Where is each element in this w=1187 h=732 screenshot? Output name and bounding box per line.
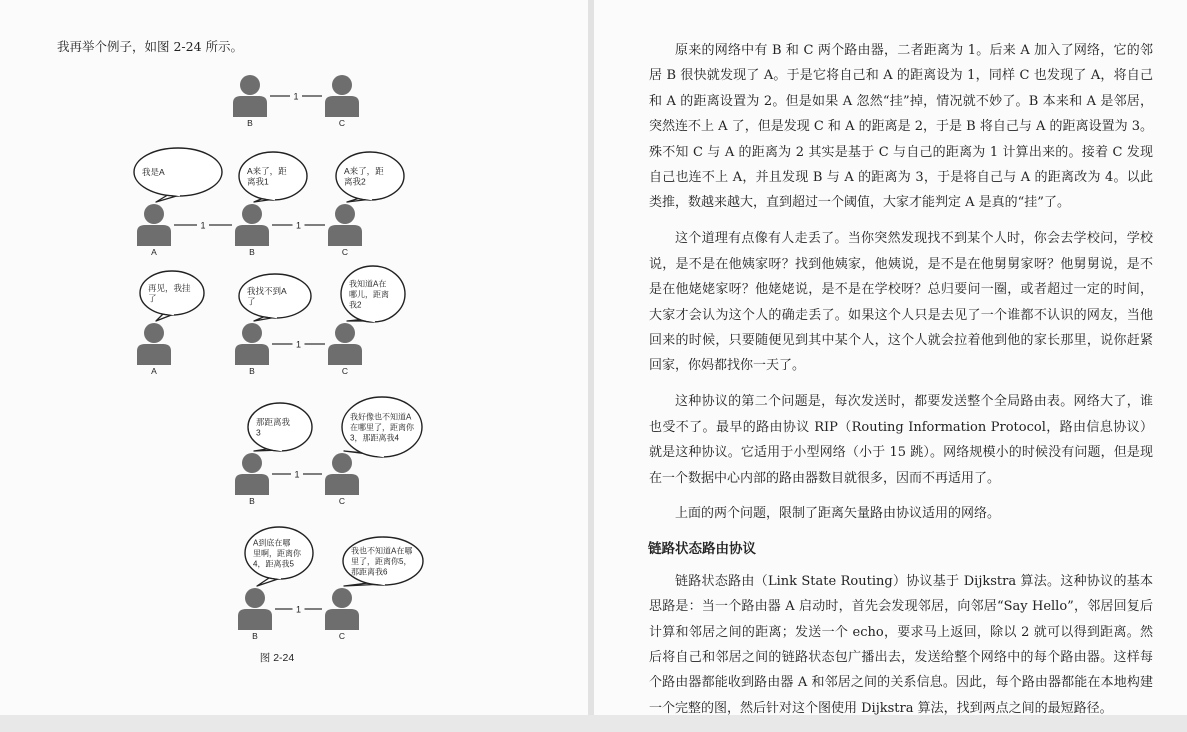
link-distance-label: 1: [293, 91, 299, 102]
person-body-icon: [238, 609, 272, 630]
link-distance-label: 1: [295, 339, 302, 350]
person-head-icon: [144, 323, 164, 343]
speech-bubble-text: 3，那距离我4: [350, 433, 399, 443]
speech-bubble-text: 那距离我6: [351, 567, 388, 577]
person-head-icon: [332, 588, 352, 608]
speech-bubble-text: 我也不知道A在哪: [351, 546, 413, 556]
speech-bubble-text: 了: [247, 296, 256, 307]
link-distance-label: 1: [294, 469, 300, 480]
router-label: C: [338, 496, 346, 506]
router-label: C: [338, 631, 346, 641]
person-head-icon: [144, 204, 164, 224]
paragraph-3: 这种协议的第二个问题是，每次发送时，都要发送整个全局路由表。网络大了，谁也受不了。最早的路由协议 RIP（Routing Information Protocol，路由信息协议）就是这种协议。它适用于小型网络（小于 15 跳）。网络规模小的时候没有问题，但是现在一个数据中心内部的路由器数目就很多，因而不再适用了。: [649, 394, 1153, 486]
speech-bubble: [248, 403, 312, 451]
speech-bubble: [239, 274, 311, 321]
router-person-icon: [328, 323, 362, 365]
figure-caption: 图 2-24: [259, 652, 295, 664]
person-head-icon: [245, 588, 265, 608]
router-person-icon: [325, 588, 359, 630]
figure-2-24-diagram: [0, 0, 588, 715]
router-person-icon: [235, 323, 269, 365]
person-head-icon: [242, 204, 262, 224]
speech-bubble-text: 在哪里了，距离你: [350, 423, 414, 432]
person-head-icon: [335, 323, 355, 343]
figure-panel-5: [238, 527, 423, 641]
speech-bubble: [342, 397, 422, 457]
figure-panel-1: [233, 75, 359, 128]
paragraph-1: 原来的网络中有 B 和 C 两个路由器，二者距离为 1。后来 A 加入了网络，它的邻居 B 很快就发现了 A。于是它将自己和 A 的距离设为 1，同样 C 也发现了 A，将自己和 A 的距离设置为 2。但是如果 A 忽然“挂”掉，情况就不妙了。B 本来和 A 是邻居，突然连不上 A 了，但是发现 C 和 A 的距离是 2，于是 B 将自己与 A 的距离设置为 3。殊不知 C 与 A 的距离为 2 其实是基于 C 与自己的距离为 1 计算出来的。接着 C 发现自己也连不上 A，并且发现 B 与 A 的距离为 3，于是将自己与 A 的距离改为 4。以此类推，数越来越大，直到超过一个阈值，大家才能判定 A 是真的“挂”了。: [649, 43, 1153, 211]
link-distance-label: 1: [295, 220, 302, 231]
speech-bubble-text: 我找不到A: [247, 285, 287, 296]
router-label: C: [341, 247, 349, 257]
speech-bubble-text: A来了，距: [247, 165, 287, 176]
router-label: B: [252, 631, 258, 641]
speech-bubble-text: 里啊，距离你: [253, 549, 301, 558]
speech-bubble-text: 我是A: [142, 167, 165, 177]
router-label: B: [249, 366, 255, 376]
router-person-icon: [137, 204, 171, 246]
speech-bubble-text: 我知道A在: [349, 279, 387, 289]
paragraph-4: 上面的两个问题，限制了距离矢量路由协议适用的网络。: [675, 506, 1001, 522]
figure-intro-text: 我再举个例子，如图 2-24 所示。: [57, 39, 244, 54]
router-label: B: [249, 247, 255, 257]
speech-bubble-text: 我好像也不知道A: [350, 412, 412, 422]
speech-bubble-text: 哪儿，距离: [349, 290, 389, 299]
router-label: C: [341, 366, 349, 376]
router-label: C: [338, 118, 346, 128]
paragraph-2: 这个道理有点像有人走丢了。当你突然发现找不到某个人时，你会去学校问，学校说，是不是在他姨家呀？找到他姨家，他姨说，是不是在他舅舅家呀？他舅舅说，是不是在他姥姥家呀？他姥姥说，是不是在学校呀？总归要问一圈，或者超过一定的时间，大家才会认为这个人的确走丢了。如果这个人只是去见了一个谁都不认识的网友，当他回来的时候，只要随便见到其中某个人，这个人就会拉着他到他的家长那里，说你赶紧回家，你妈都找你一天了。: [649, 231, 1153, 374]
router-label: B: [249, 496, 255, 506]
speech-bubble: [341, 266, 405, 322]
figure-panel-2: [134, 148, 404, 257]
speech-bubble-text: 3: [256, 427, 261, 438]
link-distance-label: 1: [295, 604, 302, 615]
router-person-icon: [328, 204, 362, 246]
speech-bubble-text: 了: [148, 293, 157, 304]
person-head-icon: [240, 75, 260, 95]
person-head-icon: [242, 453, 262, 473]
speech-bubble: [134, 148, 222, 202]
router-person-icon: [233, 75, 267, 117]
right-page-body: [649, 38, 1153, 732]
figure-panel-4: [235, 397, 422, 506]
person-head-icon: [335, 204, 355, 224]
person-body-icon: [233, 96, 267, 117]
person-body-icon: [235, 225, 269, 246]
speech-bubble: [336, 152, 404, 202]
person-body-icon: [328, 344, 362, 365]
speech-bubble-text: 4，距离我5: [253, 559, 294, 569]
router-person-icon: [325, 75, 359, 117]
speech-bubble-text: 再见，我挂: [148, 282, 191, 293]
person-body-icon: [235, 344, 269, 365]
router-person-icon: [325, 453, 359, 495]
speech-bubble: [140, 271, 204, 321]
speech-bubble-text: 离我1: [247, 176, 269, 187]
person-head-icon: [242, 323, 262, 343]
speech-bubble-text: 离我2: [344, 176, 366, 187]
section-paragraph: 链路状态路由（Link State Routing）协议基于 Dijkstra 算法。这种协议的基本思路是：当一个路由器 A 启动时，首先会发现邻居，向邻居“Say Hello”，邻居回复后计算和邻居之间的距离；发送一个 echo，要求马上返回，除以 2 就可以得到距离。然后将自己和邻居之间的链路状态包广播出去，发送给整个网络中的每个路由器。这样每个路由器都能收到路由器 A 和邻居之间的关系信息。因此，每个路由器都能在本地构建一个完整的图，然后针对这个图使用 Dijkstra 算法，找到两点之间的最短路径。: [649, 573, 1153, 716]
link-distance-label: 1: [200, 220, 206, 231]
router-label: B: [247, 118, 253, 128]
speech-bubble: [343, 537, 423, 586]
speech-bubble-text: 里了，距离你5，: [351, 557, 412, 566]
person-body-icon: [137, 225, 171, 246]
speech-bubble-text: 我2: [349, 300, 362, 310]
person-body-icon: [325, 96, 359, 117]
speech-bubble-text: A到底在哪: [253, 538, 291, 548]
speech-bubble-text: 那距离我: [256, 416, 291, 427]
router-person-icon: [235, 204, 269, 246]
section-heading: 链路状态路由协议: [648, 541, 756, 558]
speech-bubble: [239, 152, 307, 202]
speech-bubble: [245, 527, 313, 586]
router-label: A: [151, 247, 157, 257]
speech-bubble-text: A来了，距: [344, 165, 384, 176]
person-head-icon: [332, 453, 352, 473]
router-person-icon: [238, 588, 272, 630]
router-label: A: [151, 366, 157, 376]
person-body-icon: [137, 344, 171, 365]
figure-panel-3: [137, 266, 405, 376]
person-body-icon: [325, 609, 359, 630]
router-person-icon: [137, 323, 171, 365]
person-body-icon: [325, 474, 359, 495]
person-head-icon: [332, 75, 352, 95]
person-body-icon: [328, 225, 362, 246]
person-body-icon: [235, 474, 269, 495]
router-person-icon: [235, 453, 269, 495]
